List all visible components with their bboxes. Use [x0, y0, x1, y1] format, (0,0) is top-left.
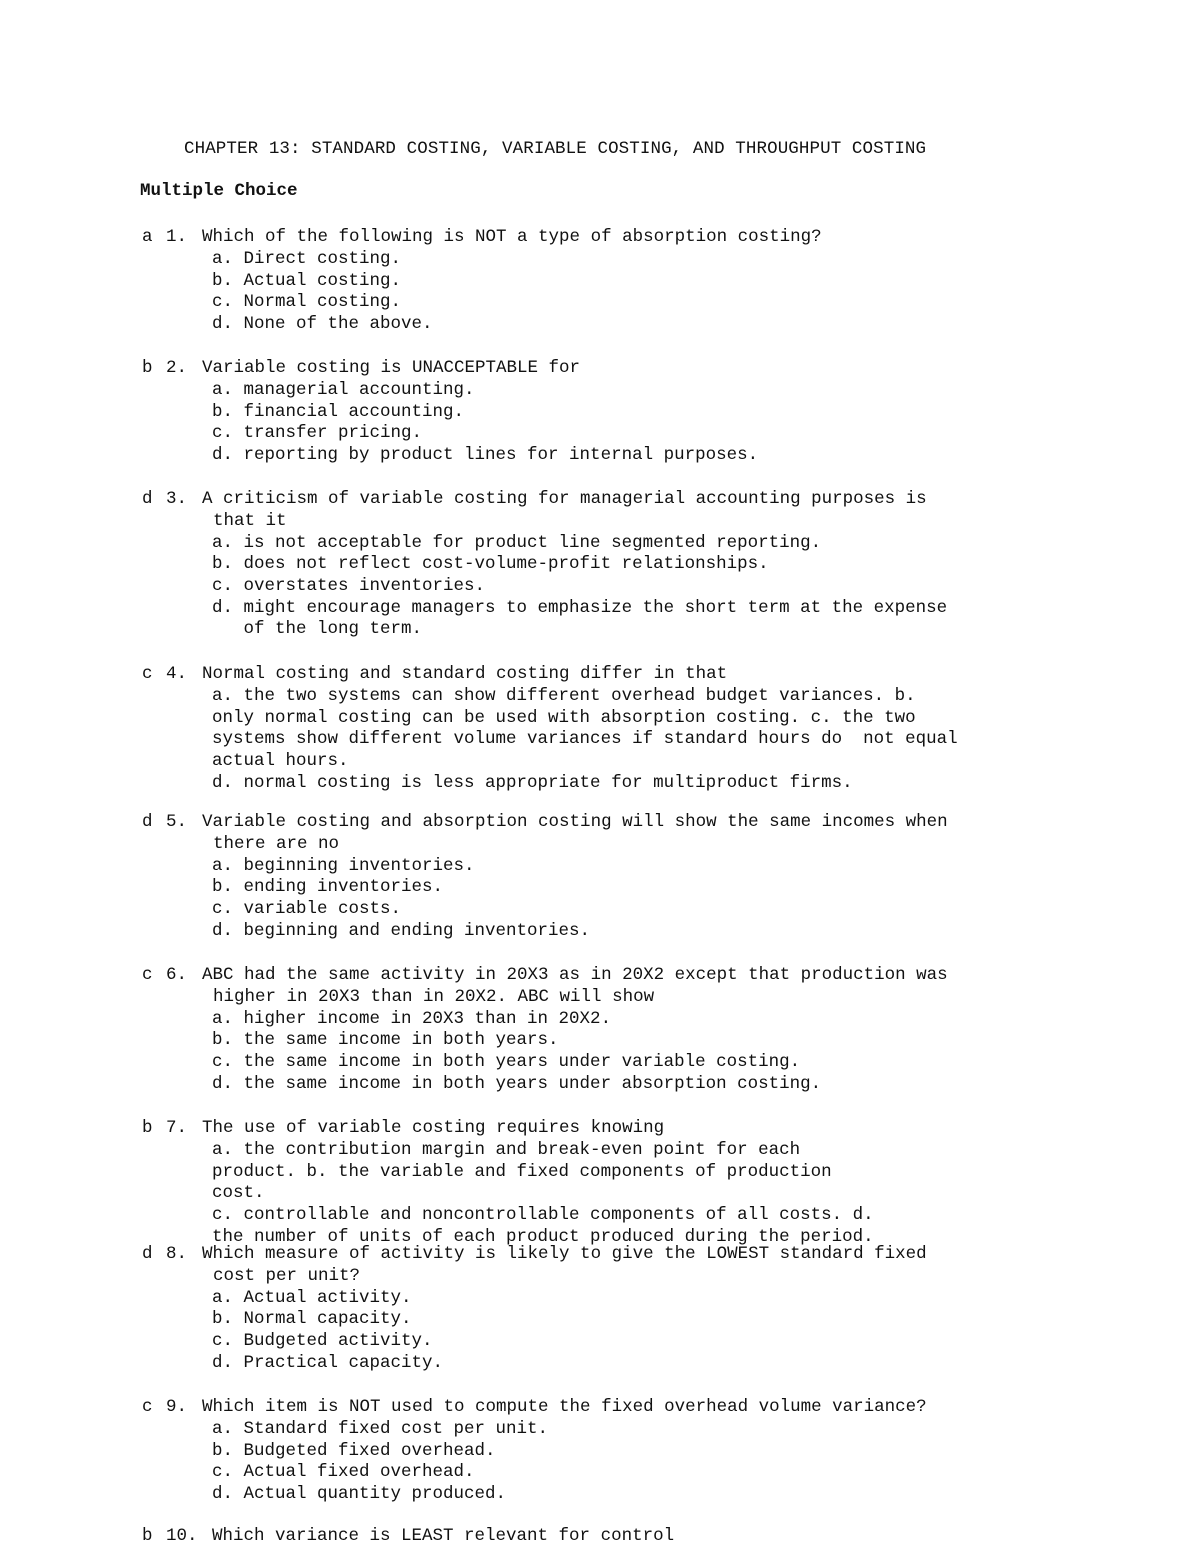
question-option: only normal costing can be used with absorption costing. c. the two	[212, 707, 916, 728]
question-answer-key: d	[142, 489, 153, 509]
question-option: the number of units of each product produced during the period.	[212, 1226, 874, 1247]
question-option: c. the same income in both years under variable costing.	[212, 1052, 801, 1072]
question-option: b. does not reflect cost-volume-profit relationships.	[212, 554, 769, 575]
chapter-title: CHAPTER 13: STANDARD COSTING, VARIABLE COSTING, AND THROUGHPUT COSTING	[184, 139, 927, 159]
question-option: a. is not acceptable for product line segmented reporting.	[212, 532, 822, 553]
question-option: d. normal costing is less appropriate for multiproduct firms.	[212, 772, 853, 793]
question-stem: The use of variable costing requires knowing	[202, 1118, 665, 1138]
question-option: a. the contribution margin and break-even point for each	[212, 1140, 801, 1161]
question-answer-key: b	[142, 1118, 153, 1138]
question-option: c. Budgeted activity.	[212, 1331, 433, 1351]
question-option: c. Normal costing.	[212, 292, 402, 313]
question-option: a. Actual activity.	[212, 1287, 412, 1308]
question-option: d. Practical capacity.	[212, 1352, 444, 1373]
question-stem: Which measure of activity is likely to give the LOWEST standard fixed	[202, 1244, 927, 1264]
question-option: d. might encourage managers to emphasize the short term at the expense	[212, 597, 948, 618]
question-stem: A criticism of variable costing for managerial accounting purposes is	[202, 489, 927, 509]
question-stem: cost per unit?	[213, 1265, 361, 1286]
question-number: 2.	[166, 358, 188, 378]
question-number: 3.	[166, 489, 188, 509]
question-option: d. the same income in both years under absorption costing.	[212, 1073, 822, 1094]
question-stem: that it	[213, 510, 287, 531]
question-option: cost.	[212, 1183, 265, 1204]
question-option: b. Budgeted fixed overhead.	[212, 1440, 496, 1461]
question-answer-key: a	[142, 227, 153, 247]
question-option: c. variable costs.	[212, 899, 402, 919]
question-number: 1.	[166, 227, 188, 247]
question-number: 5.	[166, 812, 188, 832]
question-option: d. None of the above.	[212, 314, 433, 334]
question-stem: Normal costing and standard costing differ in that	[202, 664, 728, 684]
question-option: of the long term.	[212, 619, 423, 640]
question-option: c. controllable and noncontrollable components of all costs. d.	[212, 1205, 874, 1225]
question-option: a. higher income in 20X3 than in 20X2.	[212, 1008, 612, 1029]
question-number: 9.	[166, 1397, 188, 1417]
question-stem: Which variance is LEAST relevant for control	[212, 1526, 675, 1546]
question-number: 6.	[166, 965, 188, 985]
question-option: c. Actual fixed overhead.	[212, 1462, 475, 1483]
question-option: d. reporting by product lines for internal purposes.	[212, 445, 759, 465]
question-stem: ABC had the same activity in 20X3 as in 20X2 except that production was	[202, 965, 948, 985]
question-answer-key: c	[142, 664, 153, 684]
question-number: 10.	[166, 1526, 198, 1546]
question-answer-key: d	[142, 812, 153, 832]
question-option: a. Standard fixed cost per unit.	[212, 1419, 549, 1440]
question-option: d. beginning and ending inventories.	[212, 920, 591, 941]
question-option: d. Actual quantity produced.	[212, 1484, 507, 1504]
question-option: a. beginning inventories.	[212, 855, 475, 876]
section-heading: Multiple Choice	[140, 181, 298, 201]
question-stem: Variable costing and absorption costing will show the same incomes when	[202, 812, 948, 832]
question-answer-key: b	[142, 358, 153, 378]
question-answer-key: c	[142, 1397, 153, 1417]
question-stem: Which item is NOT used to compute the fixed overhead volume variance?	[202, 1397, 927, 1417]
question-option: a. the two systems can show different overhead budget variances. b.	[212, 686, 916, 707]
question-stem: Variable costing is UNACCEPTABLE for	[202, 358, 581, 378]
question-option: actual hours.	[212, 751, 349, 771]
question-option: systems show different volume variances if standard hours do not equal	[212, 729, 958, 750]
question-stem: higher in 20X3 than in 20X2. ABC will show	[213, 986, 655, 1007]
question-option: c. overstates inventories.	[212, 576, 486, 596]
question-option: a. managerial accounting.	[212, 380, 475, 401]
question-stem: there are no	[213, 833, 340, 854]
question-option: b. the same income in both years.	[212, 1030, 559, 1051]
question-number: 4.	[166, 664, 188, 684]
question-answer-key: d	[142, 1244, 153, 1264]
question-option: b. Normal capacity.	[212, 1309, 412, 1330]
question-option: product. b. the variable and fixed components of production	[212, 1161, 832, 1182]
question-option: c. transfer pricing.	[212, 423, 423, 444]
question-number: 8.	[166, 1244, 188, 1264]
question-option: a. Direct costing.	[212, 249, 402, 270]
question-number: 7.	[166, 1118, 188, 1138]
question-answer-key: c	[142, 965, 153, 985]
question-answer-key: b	[142, 1526, 153, 1546]
question-option: b. Actual costing.	[212, 270, 402, 291]
question-option: b. financial accounting.	[212, 401, 465, 422]
question-stem: Which of the following is NOT a type of absorption costing?	[202, 227, 822, 247]
question-option: b. ending inventories.	[212, 877, 444, 898]
